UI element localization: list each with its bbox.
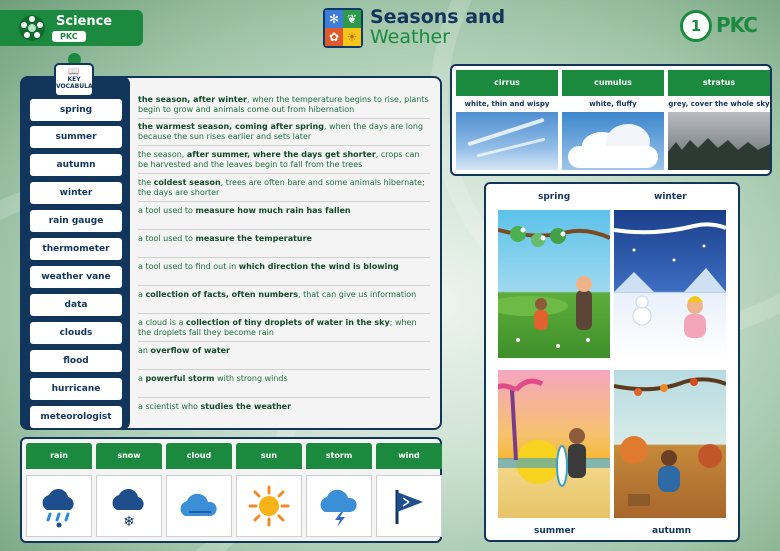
definition-text: , when the days are long because the sun rises earlier and sets later [138,122,424,141]
weather-symbol-wind [376,443,442,539]
definition-text: with strong winds [214,374,288,383]
cumulus-photo [562,112,664,170]
subject-badge [0,10,143,46]
kv-label-1: KEY [67,76,81,83]
cloud-type-cirrus [456,70,558,172]
definition-text: ; when the droplets fall they become rain [138,318,417,337]
row-divider [138,313,430,314]
cloud-name: cirrus [456,70,558,96]
cloud-types-panel [450,64,772,176]
vocab-definition [138,318,431,338]
weather-symbol-snow [96,443,162,539]
vocab-term-spring: spring [30,99,122,121]
vocab-definition [138,122,431,142]
book-icon: 📖 KEY VOCABULARY [54,63,94,97]
row-divider [138,118,430,119]
summer-illustration [498,370,610,518]
winter-illustration [614,210,726,358]
cloud-description: white, thin and wispy [464,100,550,108]
definition-text: a scientist who [138,402,201,411]
sun-icon: ☀ [343,28,361,46]
definition-text: a tool used to [138,234,196,243]
sun-icon [247,484,291,528]
vocab-term-data: data [30,294,122,316]
vocab-term-autumn: autumn [30,154,122,176]
cloud-name: cumulus [562,70,664,96]
definition-highlight: collection of facts, often numbers [145,290,298,299]
vocab-term-rain-gauge: rain gauge [30,210,122,232]
definition-highlight: collection of tiny droplets of water in the sky [186,318,390,327]
row-divider [138,341,430,342]
autumn-illustration [614,370,726,518]
definition-text: an [138,346,151,355]
weather-label: wind [376,443,442,469]
rain-icon [37,484,81,528]
definition-text: a cloud is a [138,318,187,327]
cloud-icon [177,484,221,528]
vocab-definition [138,346,431,356]
vocab-definition [138,374,431,384]
vocab-definition [138,150,431,170]
definition-highlight: which direction the wind is blowing [238,262,399,271]
storm-icon [317,484,361,528]
vocab-term-hurricane: hurricane [30,378,122,400]
vocab-term-clouds: clouds [30,322,122,344]
kv-label-2: VOCABULARY [56,83,102,90]
seasons-panel [484,182,740,542]
vocab-term-thermometer: thermometer [30,238,122,260]
definition-highlight: coldest season [153,178,221,187]
cloud-type-cumulus [562,70,664,172]
snow-icon [107,484,151,528]
cloud-type-stratus [668,70,770,172]
vocab-definition [138,290,431,300]
season-label-summer: summer [534,526,576,536]
definition-text: , that can give us information [297,290,417,299]
row-divider [138,285,430,286]
snowflake-icon: ✻ [325,10,343,28]
vocab-term-winter: winter [30,182,122,204]
vocab-definition [138,402,431,412]
vocab-definition [138,95,431,115]
page-title-line2: Weather [370,26,450,48]
vocab-term-weather-vane: weather vane [30,266,122,288]
season-label-spring: spring [538,192,571,202]
subject-title: Science [56,14,113,29]
row-divider [138,173,430,174]
cloud-description: grey, cover the whole sky [668,100,770,108]
subject-subtitle: PKC [52,31,86,42]
pkc-logo [680,10,760,44]
weather-label: rain [26,443,92,469]
vocab-definition [138,178,431,198]
definition-text: , when the temperature begins to rise, plants begin to grow and animals come out from hibernation [138,95,429,114]
weather-symbols-panel [20,437,442,543]
row-divider [138,397,430,398]
svg-text:❄: ❄ [123,514,135,528]
weather-symbol-cloud [166,443,232,539]
definition-text: , crops can be harvested and the leaves begin to fall from the trees [138,150,420,169]
season-label-autumn: autumn [652,526,691,536]
vocab-definition [138,206,431,216]
definition-text: a [138,290,146,299]
definition-highlight: overflow of water [150,346,230,355]
row-divider [138,201,430,202]
row-divider [138,369,430,370]
definition-highlight: after summer, where the days get shorter [186,150,376,159]
page-title-line1: Seasons and [370,6,506,28]
definition-text: a tool used to [138,206,196,215]
pkc-brand: PKC [716,13,757,37]
definition-highlight: powerful storm [145,374,215,383]
definition-highlight: measure how much rain has fallen [195,206,351,215]
vocab-definition [138,262,431,272]
weather-symbol-storm [306,443,372,539]
cloud-name: stratus [668,70,770,96]
molecule-logo-icon [18,14,46,42]
pkc-number: 1 [680,10,712,42]
weather-label: snow [96,443,162,469]
row-divider [138,229,430,230]
definition-text: a tool used to find out in [138,262,239,271]
stratus-photo [668,112,770,170]
definition-highlight: studies the weather [200,402,292,411]
vocab-definition [138,234,431,244]
definition-text: a [138,374,146,383]
definition-highlight: the warmest season, coming after spring [138,122,324,131]
weather-label: cloud [166,443,232,469]
row-divider [138,257,430,258]
definition-text: , trees are often bare and some animals hibernate; the days are shorter [138,178,425,197]
leaf-icon: ❦ [343,10,361,28]
weather-label: storm [306,443,372,469]
vocab-term-meteorologist: meteorologist [30,406,122,428]
definition-text: the season, [138,150,187,159]
season-label-winter: winter [654,192,687,202]
cloud-description: white, fluffy [589,100,637,108]
vocab-term-flood: flood [30,350,122,372]
spring-illustration [498,210,610,358]
definition-text: the [138,178,154,187]
row-divider [138,145,430,146]
maple-leaf-icon: ✿ [325,28,343,46]
key-vocabulary-icon [52,53,102,99]
definition-highlight: measure the temperature [195,234,312,243]
weather-symbol-rain [26,443,92,539]
cirrus-photo [456,112,558,170]
weather-label: sun [236,443,302,469]
seasons-grid-icon [323,8,363,48]
vocab-term-summer: summer [30,126,122,148]
weather-symbol-sun [236,443,302,539]
wind-icon [387,484,431,528]
definition-highlight: the season, after winter [138,95,247,104]
